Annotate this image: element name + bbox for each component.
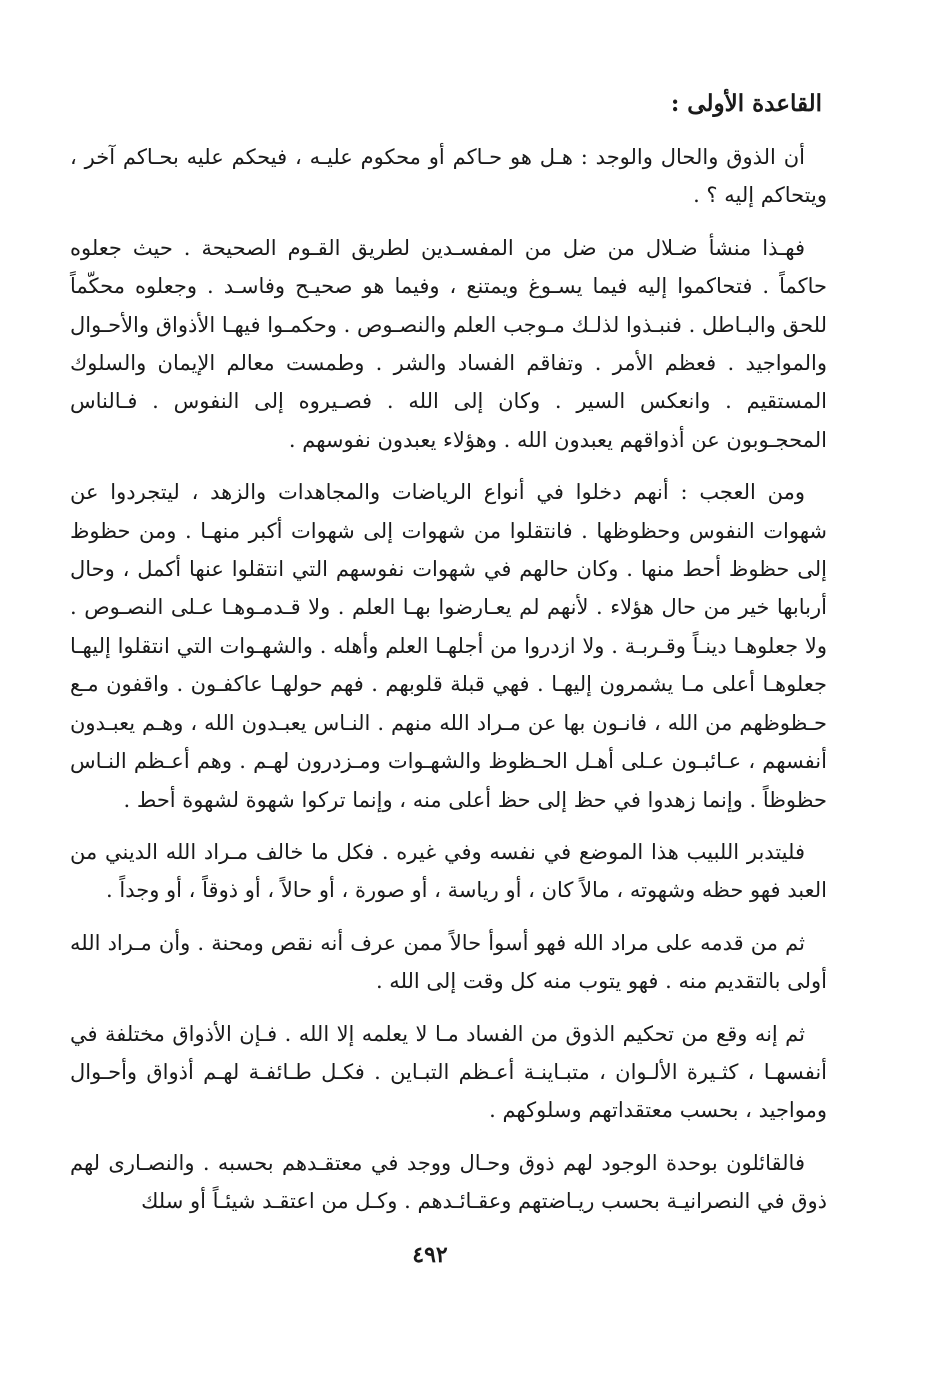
paragraph-6: ثم إنه وقع من تحكيم الذوق من الفساد مـا لا يعلمه إلا الله . فـإن الأذواق مختلفة في أنفسهـا ، كثـيرة الألـوان ، متبـاينـة أعـظم التبـاين . فكـل طـائفـة لهـم أذواق وأحـوال ومواجيد ، بحسب معتقداتهم وسلوكهم . (70, 1021, 827, 1123)
body-text (70, 138, 827, 1235)
paragraph-2: فهـذا منشأ ضـلال من ضل من المفسـدين لطريق القـوم الصحيحة . حيث جعلوه حاكماً . فتحاكموا إليه فيما يسـوغ ويمتنع ، وفيما هو صحيـح وفاسـد . وجعلوه محكّماً للحق والبـاطل . فنبـذوا لذلـك مـوجب العلم والنصـوص . وحكمـوا فيهـا الأذواق والأحـوال والمواجيد . فعظم الأمر . وتفاقم الفساد والشر . وطمست معالم الإيمان والسلوك المستقيم . وانعكس السير . وكان إلى الله . فصـيروه إلى النفوس . فـالناس المحجـوبون عن أذواقهم يعبدون الله . وهؤلاء يعبدون نفوسهم . (70, 235, 827, 452)
paragraph-7: فالقائلون بوحدة الوجود لهم ذوق وحـال ووجد في معتقـدهم بحسبه . والنصـارى لهم ذوق في النصرانيـة بحسب ريـاضتهم وعقـائـدهم . وكـل من اعتقـد شيئـاً أو سلك (70, 1150, 827, 1214)
section-heading: القاعدة الأولى : (670, 90, 822, 117)
paragraph-3: ومن العجب : أنهم دخلوا في أنواع الرياضات والمجاهدات والزهد ، ليتجردوا عن شهوات النفوس وحظوظها . فانتقلوا من شهوات إلى شهوات أكبر منهـا . ومن حظوظ إلى حظوظ أحط منها . وكان حالهم في شهوات نفوسهم التي انتقلوا عنها أكمل ، وحال أربابها خير من حال هؤلاء . لأنهم لم يعـارضوا بهـا العلم . ولا قـدمـوهـا عـلى النصـوص . ولا جعلوهـا دينـاً وقـربـة . ولا ازدروا من أجلهـا العلم وأهله . والشهـوات التي انتقلوا إليهـا جعلوهـا أعلى مـا يشمرون إليهـا . فهي قبلة قلوبهم . فهم حولهـا عاكفـون . واقفون مـع حـظوظهم من الله ، فانـون بها عن مـراد الله منهم . النـاس يعبـدون الله ، وهـم يعبـدون أنفسهم ، عـائبـون عـلى أهـل الحـظوظ والشهـوات ومـزدرون لهـم . وهم أعـظم النـاس حظوظاً . وإنما زهدوا في حظ إلى حظ أعلى منه ، وإنما تركوا شهوة لشهوة أحط . (70, 480, 827, 812)
paragraph-5: ثم من قدمه على مراد الله فهو أسوأ حالاً ممن عرف أنه نقص ومحنة . وأن مـراد الله أولى بالتقديم منه . فهو يتوب منه كل وقت إلى الله . (70, 930, 827, 994)
paragraph-4: فليتدبر اللبيب هذا الموضع في نفسه وفي غيره . فكل ما خالف مـراد الله الديني من العبد فهو حظه وشهوته ، مالاً كان ، أو رياسة ، أو صورة ، أو حالاً ، أو ذوقاً ، أو وجداً . (70, 839, 827, 903)
paragraph-1: أن الذوق والحال والوجد : هـل هو حـاكم أو محكوم عليـه ، فيحكم عليه بحـاكم آخر ، ويتحاكم إليه ؟ . (70, 145, 827, 208)
page-number: ٤٩٢ (412, 1242, 448, 1268)
